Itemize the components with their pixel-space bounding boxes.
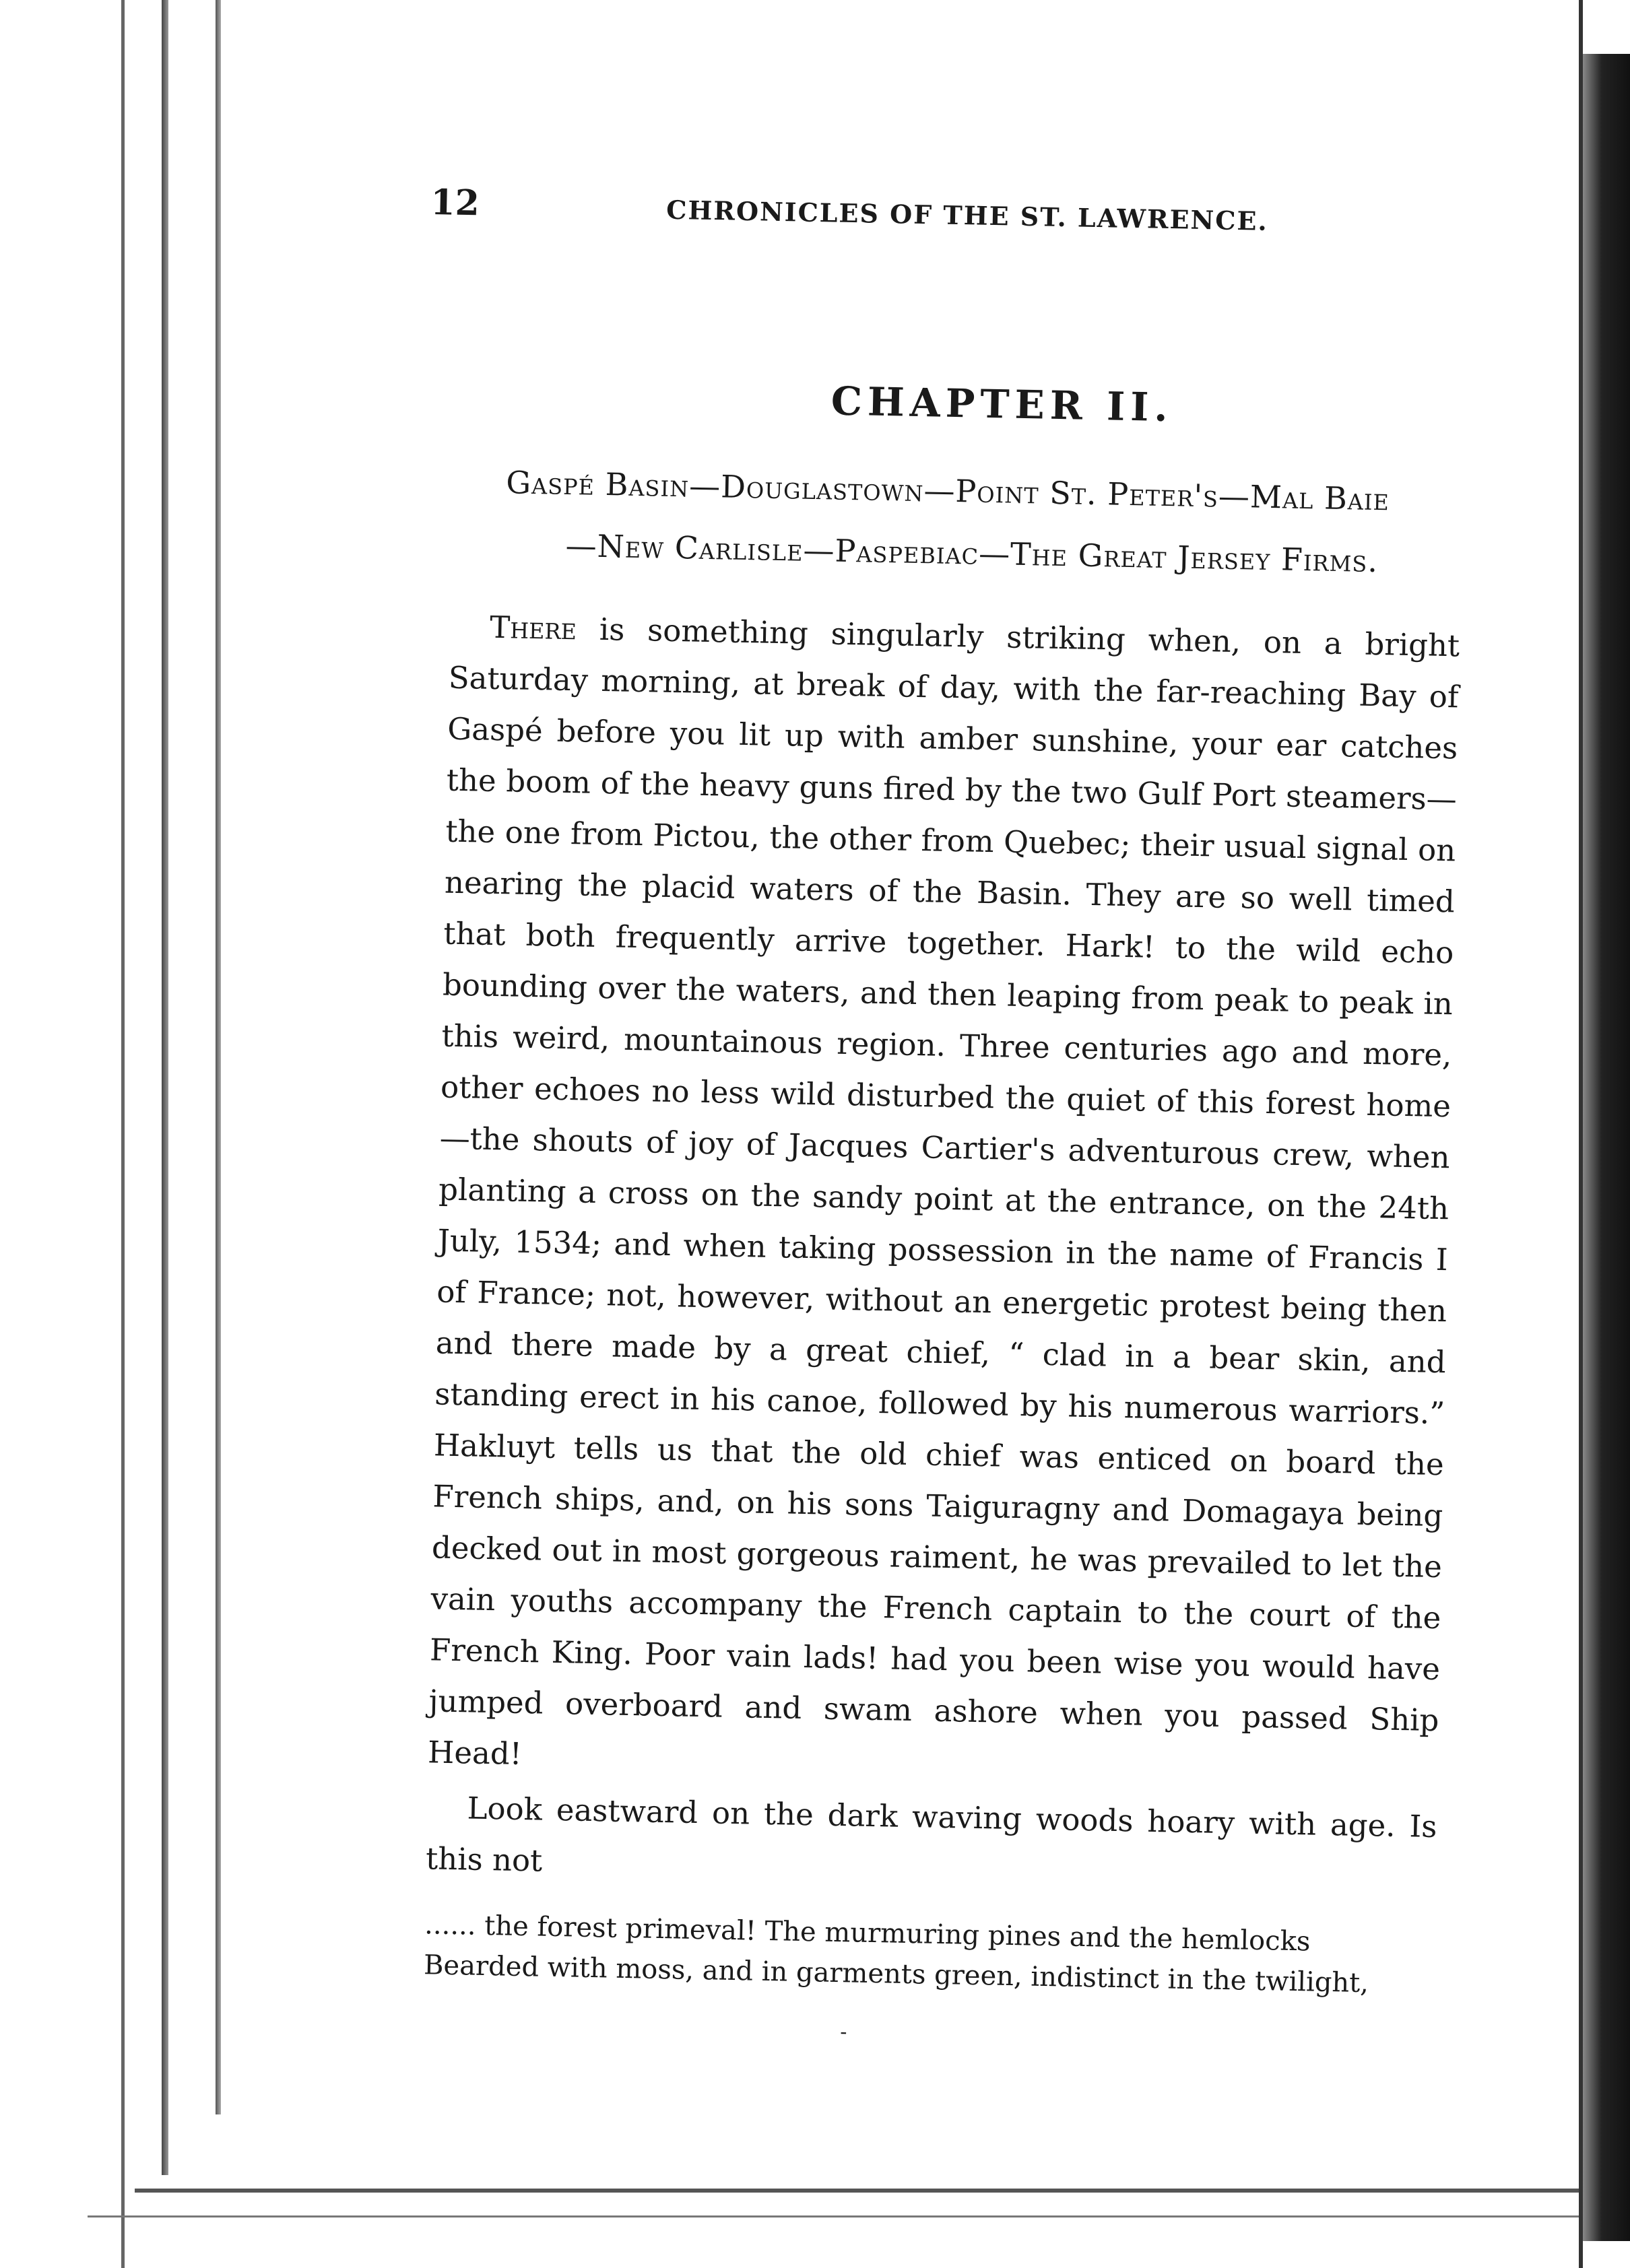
paragraph-2: Look eastward on the dark waving woods hoary with age. Is this not (425, 1790, 1437, 1879)
subheading-line-2: —New Carlisle—Paspebiac—The Great Jersey Firms. (565, 527, 1379, 580)
book-page (395, 182, 1482, 2055)
subheading-line-1: Gaspé Basin—Douglastown—Point St. Peter's—Mal Baie (505, 464, 1390, 518)
footer-mark: - (840, 2020, 847, 2044)
page-edge-shadow-inner (216, 0, 221, 2114)
chapter-subheading (424, 450, 1476, 594)
book-gutter (1583, 54, 1630, 2241)
body-text (425, 601, 1460, 1904)
running-head: CHRONICLES OF THE ST. LAWRENCE. (665, 194, 1269, 236)
page-number: 12 (430, 182, 480, 224)
paragraph-1-text: is something singularly striking when, on a bright Saturday morning, at break of day, with the far-reaching Bay of Gaspé before you lit up with amber sunshine, your ear catches the boom of the heavy guns fired by the two Gulf Port steamers—the one from Pictou, the other from Quebec; their usual signal on nearing the placid waters of the Basin. They are so well timed that both frequently arrive together. Hark! to the wild echo bounding over the waters, and then leaping from peak to peak in this weird, mountainous region. Three centuries ago and more, other echoes no less wild disturbed the quiet of this forest home—the shouts of joy of Jacques Cartier's adventurous crew, when planting a cross on the sandy point at the entrance, on the 24th July, 1534; and when taking possession in the name of Francis I of France; not, however, without an energetic protest being then and there made by a great chief, “ clad in a bear skin, and standing erect in his canoe, followed by his numerous warriors.” Hakluyt tells us that the old chief was enticed on board the French ships, and, on his sons Taiguragny and Domagaya being decked out in most gorgeous raiment, he was prevailed to let the vain youths accompany the French captain to the court of the French King. Poor vain lads! had you been wise you would have jumped overboard and swam ashore when you passed Ship Head! (427, 611, 1460, 1772)
page-bottom-edge (135, 2189, 1596, 2193)
paragraph-lead-word: There (489, 609, 577, 647)
quote-line-2: Bearded with moss, and in garments green, indistinct in the twilight, (423, 1949, 1369, 1999)
page-edge-shadow (162, 0, 168, 2175)
chapter-title: CHAPTER II. (830, 378, 1174, 431)
page-header (430, 182, 1481, 256)
page-bottom-edge-outer (88, 2215, 1596, 2217)
quote-line-1: ...... the forest primeval! The murmuring pines and the hemlocks (424, 1909, 1311, 1958)
paragraph-1 (427, 601, 1460, 1797)
verse-quote (424, 1904, 1449, 2005)
